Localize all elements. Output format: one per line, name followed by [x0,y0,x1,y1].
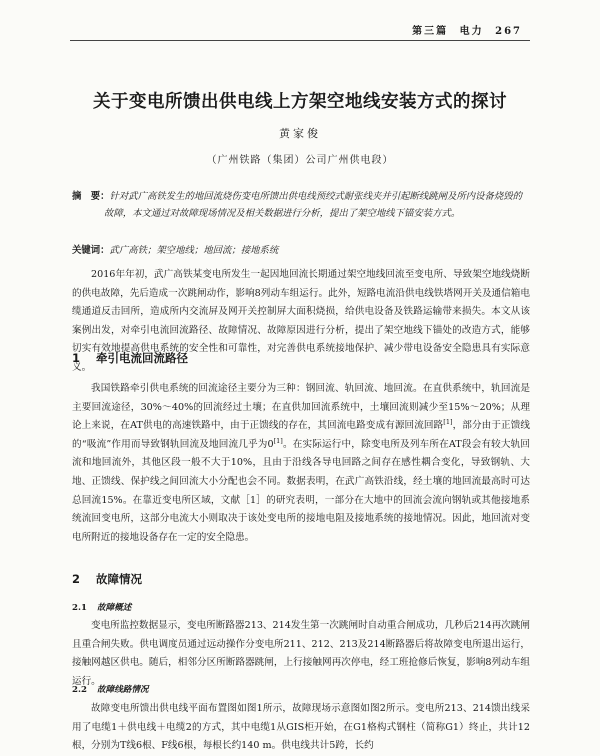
abstract [72,188,530,222]
subsection-2-1-paragraph: 变电所监控数据显示，变电所断路器213、214发生第一次跳闸时自动重合闸成功，几秒后214再次跳闸且重合闸失败。供电调度员通过远动操作分变电所211、212、213及214断路器后将故障变电所退出运行，接触网越区供电。随后，相邻分区所断路器跳闸，上行接触网再次停电，经工班抢修后恢复，影响8列动车组运行。 [72,620,530,687]
page-number: 267 [495,26,522,37]
subsection-2-2-number: 2.2 [72,685,87,695]
keywords-text: 武广高铁；架空地线；地回流；接地系统 [109,245,279,256]
subsection-2-2-title: 故障线路情况 [96,685,149,695]
citation: [1] [443,418,453,426]
abstract-text: 针对武广高铁发生的地回流烧伤变电所馈出供电线预绞式耐张线夹并引起断线跳闸及所内设备烧毁的故障，本文通过对故障现场情况及相关数据进行分析，提出了架空地线下锚安装方式。 [104,191,523,219]
section-1-number: 1 [72,351,81,365]
section-1-heading [72,350,188,366]
author-affiliation: （广州铁路（集团）公司广州供电段） [206,155,394,166]
subsection-2-1-heading [72,601,131,613]
abstract-label: 摘 要： [72,191,110,202]
header-rule [70,40,530,41]
subsection-2-1-title: 故障概述 [96,603,132,613]
intro-paragraph: 2016年年初，武广高铁某变电所发生一起因地回流长期通过架空地线回流至变电所、导致架空地线烧断的供电故障，先后造成一次跳闸动作，影响8列动车组运行。此外，短路电流沿供电线铁塔网开关及通信箱电缆通道反击回所，造成所内交流屏及网开关控制屏大面积烧损，给供电设备及铁路运输带来损失。本文从该案例出发，对牵引电流回流路径、故障情况、故障原因进行分析，提出了架空地线下锚处的改造方式，能够切实有效地提高供电系统的安全性和可靠性，对完善供电系统接地保护、减少带电设备安全隐患具有实际意义。 [72,269,530,373]
keywords-label: 关键词： [72,245,110,256]
paper-title: 关于变电所馈出供电线上方架空地线安装方式的探讨 [93,92,507,112]
section-1-text-c: 。在实际运行中，除变电所及列车所在AT段会有较大轨回流和地回流外，其他区段一般不大于10%，且由于沿线各导电回路之间存在感性耦合变化，导致钢轨、大地、正馈线、保护线之间回流大小分配也会不同。数据表明，在武广高铁沿线，经土壤的地回流最高时可达总回流15%。在靠近变电所区域，文献［1］的研究表明，一部分在大地中的回流会流向钢轨或其他接地系统流回变电所，这部分电流大小则取决于该处变电所的接地电阻及接地系统的接地情况。因此，地回流对变电所附近的接地设备存在一定的安全隐患。 [72,438,530,543]
keywords [72,242,530,256]
running-head [406,22,522,37]
author-name: 黄家俊 [279,127,321,140]
subsection-2-2-paragraph: 故障变电所馈出供电线平面布置图如图1所示，故障现场示意图如图2所示。变电所213、214馈出线采用了电缆1＋供电线＋电缆2的方式，其中电缆1从GIS柜开始，在G1格构式钢柱（简称G1）终止，共计12根，分别为T线6根、F线6根，每根长约140 m。供电线共计5跨，长约 [72,703,530,752]
citation: [1] [273,436,283,445]
section-1-text-b: ，部分由于正馈线的“吸流”作用而导致钢轨回流及地回流几乎为0 [72,420,530,450]
section-1-title: 牵引电流回流路径 [96,351,189,365]
section-1-paragraph [72,380,530,547]
section-2-number: 2 [72,572,81,586]
running-head-field: 电力 [459,26,484,37]
subsection-2-1-number: 2.1 [72,603,87,613]
section-2-heading [72,571,142,587]
running-head-issue: 第三篇 [412,26,449,37]
subsection-2-2-heading [72,683,149,695]
section-2-title: 故障情况 [96,572,143,586]
section-1-text-a: 我国铁路牵引供电系统的回流途径主要分为三种：钢回流、轨回流、地回流。在直供系统中，轨回流是主要回流途径，30%～40%的回流经过土壤；在直供加回流系统中，土壤回流则减少至15%～20%；从理论上来说，在AT供电的高速铁路中，由于正馈线的存在，其回流电路变成有源回流回路 [72,383,530,432]
